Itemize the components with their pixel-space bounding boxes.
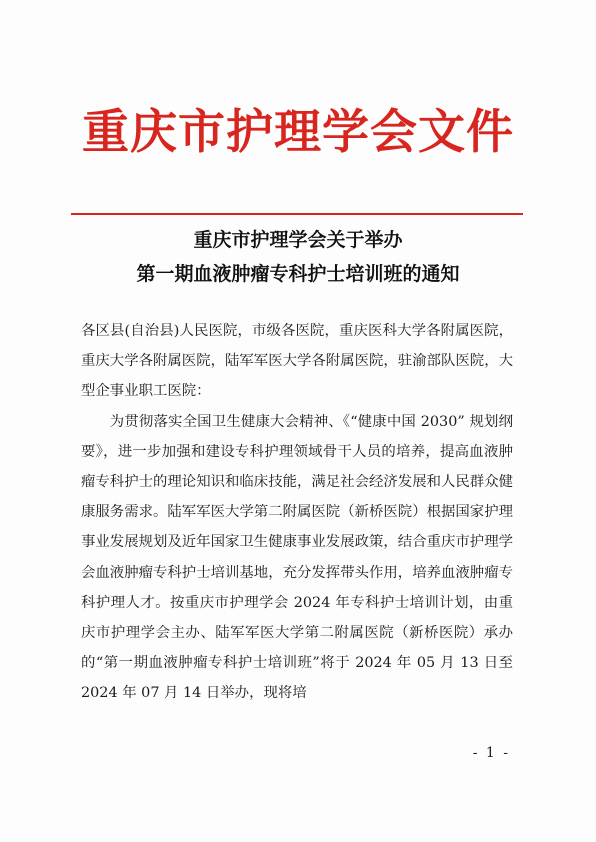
issuer-header-title: 重庆市护理学会文件 <box>82 105 514 160</box>
body-paragraph: 为贯彻落实全国卫生健康大会精神、《“健康中国 2030” 规划纲要》，进一步加强和建设专科护理领域骨干人员的培养，提高血液肿瘤专科护士的理论知识和临床技能，满足社会经济发展和人民群众健康服务需求。陆军军医大学第二附属医院（新桥医院）根据国家护理事业发展规划及近年国家卫生健康事业发展政策，结合重庆市护理学会血液肿瘤专科护士培训基地，充分发挥带头作用，培养血液肿瘤专科护理人才。按重庆市护理学会 2024 年专科护士培训计划，由重庆市护理学会主办、陆军军医大学第二附属医院（新桥医院）承办的“第一期血液肿瘤专科护士培训班”将于 2024 年 05 月 13 日至 2024 年 07 月 14 日举办，现将培 <box>81 413 513 702</box>
document-body <box>81 316 513 709</box>
document-title-line-1: 重庆市护理学会关于举办 <box>193 229 403 251</box>
document-title <box>0 223 596 291</box>
recipients-paragraph: 各区县(自治县)人民医院，市级各医院，重庆医科大学各附属医院，重庆大学各附属医院，陆军军医大学各附属医院，驻渝部队医院，大型企事业职工医院： <box>81 323 513 400</box>
document-title-line-2: 第一期血液肿瘤专科护士培训班的通知 <box>136 263 460 285</box>
page-number: - 1 - <box>472 745 510 761</box>
red-header-divider <box>71 213 523 215</box>
